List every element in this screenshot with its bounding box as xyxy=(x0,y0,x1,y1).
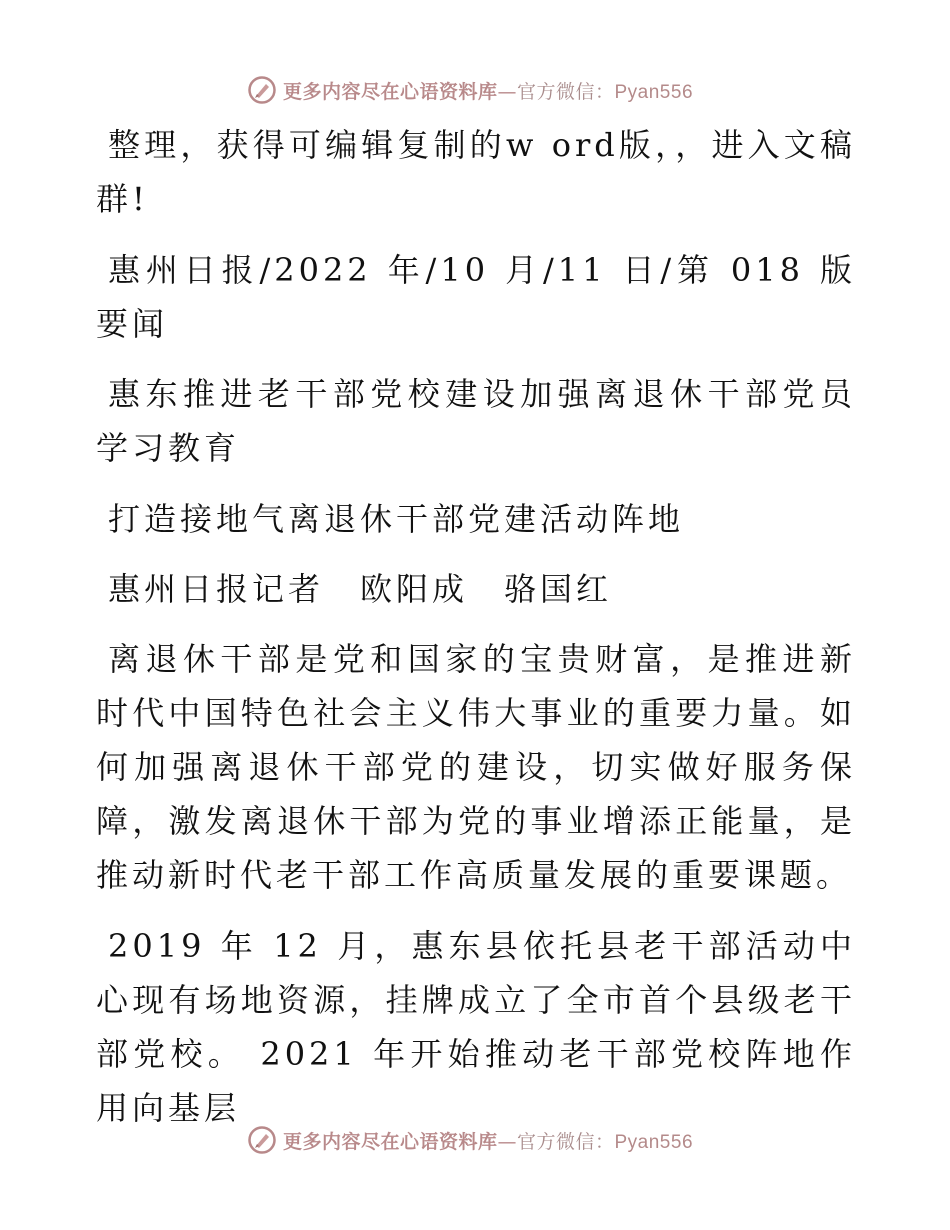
watermark-group xyxy=(247,1125,693,1155)
footer-watermark xyxy=(0,1120,950,1160)
article-subheadline: 打造接地气离退休干部党建活动阵地 xyxy=(108,500,685,538)
byline: 惠州日报记者 欧阳成 骆国红 xyxy=(108,570,613,608)
watermark-brand: 更多内容尽在心语资料库 xyxy=(282,1130,498,1153)
pen-nib-logo-icon xyxy=(247,1125,277,1155)
body-paragraph: 离退休干部是党和国家的宝贵财富，是推进新时代中国特色社会主义伟大事业的重要力量。如何加强离退休干部党的建设，切实做好服务保障，激发离退休干部为党的事业增添正能量，是推动新时代老干部工作高质量发展的重要课题。 xyxy=(96,640,856,894)
watermark-wechat-label: 官方微信： xyxy=(516,80,615,103)
watermark-brand: 更多内容尽在心语资料库 xyxy=(282,80,498,103)
watermark-wechat-label: 官方微信： xyxy=(516,1130,615,1153)
watermark-group xyxy=(247,75,693,105)
watermark-wechat-id: Pyan556 xyxy=(614,1131,694,1153)
article-headline: 惠东推进老干部党校建设加强离退休干部党员学习教育 xyxy=(96,375,856,467)
watermark-dash: — xyxy=(497,1130,517,1153)
header-watermark xyxy=(0,70,950,110)
watermark-wechat-id: Pyan556 xyxy=(614,81,694,103)
pen-nib-logo-icon xyxy=(247,75,277,105)
document-body xyxy=(96,118,856,1152)
watermark-dash: — xyxy=(497,80,517,103)
body-paragraph: 2019 年 12 月，惠东县依托县老干部活动中心现有场地资源，挂牌成立了全市首个县级老干部党校。 2021 年开始推动老干部党校阵地作用向基层 xyxy=(96,927,856,1127)
intro-note: 整理，获得可编辑复制的w ord版，，进入文稿群! xyxy=(96,126,856,218)
source-line: 惠州日报/2022 年/10 月/11 日/第 018 版要闻 xyxy=(96,251,856,343)
